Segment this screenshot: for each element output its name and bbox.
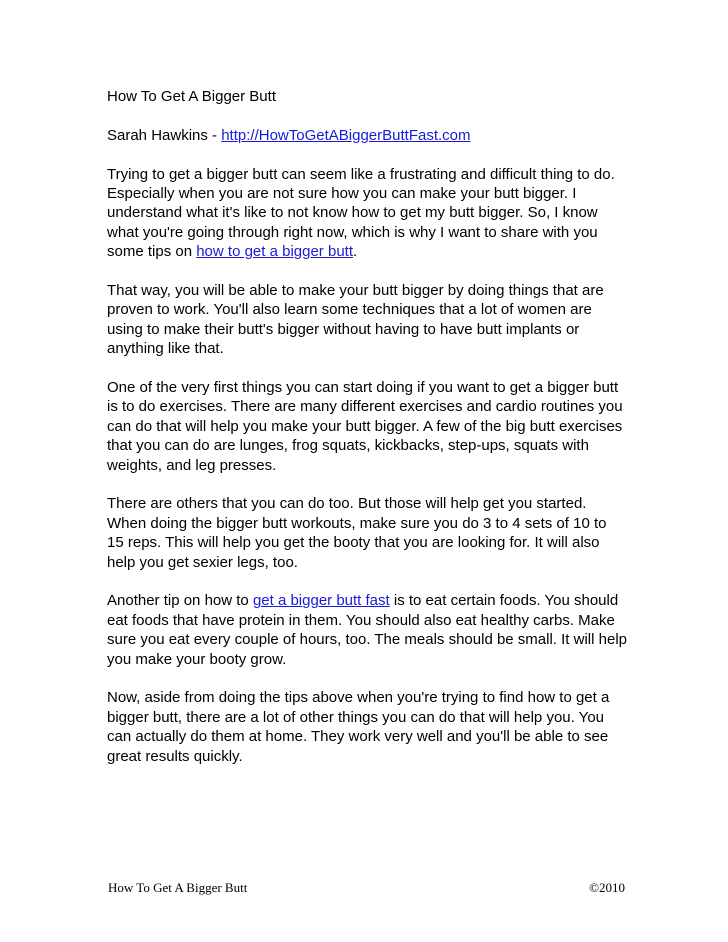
get-a-bigger-butt-fast-link[interactable]: get a bigger butt fast — [252, 592, 390, 610]
paragraph-6: Now, aside from doing the tips above when you're trying to find how to get a bigger butt, there are a lot of other things you can do that will help you. You can actually do them at home. They work very well and you'll be able to see great results quickly. — [107, 689, 610, 765]
document-title: How To Get A Bigger Butt — [107, 88, 276, 105]
document-body — [107, 87, 627, 786]
paragraph-5-end: is to eat certain foods. You should eat foods that have protein in them. You should also eat healthy carbs. Make sure you eat every couple of hours, too. The meals should be small. It will help you make your booty grow. — [107, 592, 627, 668]
paragraph-4: There are others that you can do too. But those will help get you started. When doing the bigger butt workouts, make sure you do 3 to 4 sets of 10 to 15 reps. This will help you get the booty that you are looking for. It will also help you get sexier legs, too. — [107, 495, 607, 571]
paragraph-5-text: Another tip on how to — [107, 592, 253, 610]
how-to-get-a-bigger-butt-link[interactable]: how to get a bigger butt — [196, 243, 353, 261]
paragraph-2: That way, you will be able to make your butt bigger by doing things that are proven to work. You'll also learn some techniques that a lot of women are using to make their butt's bigger without having to have butt implants or anything like that. — [107, 282, 604, 358]
paragraph-1-text: Trying to get a bigger butt can seem like a frustrating and difficult thing to do. Especially when you are not sure how you can make your butt bigger. I understand what it's like to not know how to get my butt bigger. So, I know what you're going through right now, which is why I want to share with you some tips on — [107, 165, 615, 261]
page-footer — [108, 880, 625, 896]
author-url-link[interactable]: http://HowToGetABiggerButtFast.com — [221, 126, 471, 144]
paragraph-5 — [107, 591, 627, 669]
paragraph-1 — [107, 165, 627, 262]
footer-copyright: ©2010 — [589, 880, 625, 895]
paragraph-1-end: . — [353, 243, 358, 261]
author-name: Sarah Hawkins - — [107, 126, 222, 144]
paragraph-3: One of the very first things you can start doing if you want to get a bigger butt is to do exercises. There are many different exercises and cardio routines you can do that will help you make your butt bigger. A few of the big butt exercises that you can do are lunges, frog squats, kickbacks, step-ups, squats with weights, and leg presses. — [107, 379, 623, 474]
author-line — [107, 126, 627, 145]
footer-title: How To Get A Bigger Butt — [108, 880, 248, 895]
